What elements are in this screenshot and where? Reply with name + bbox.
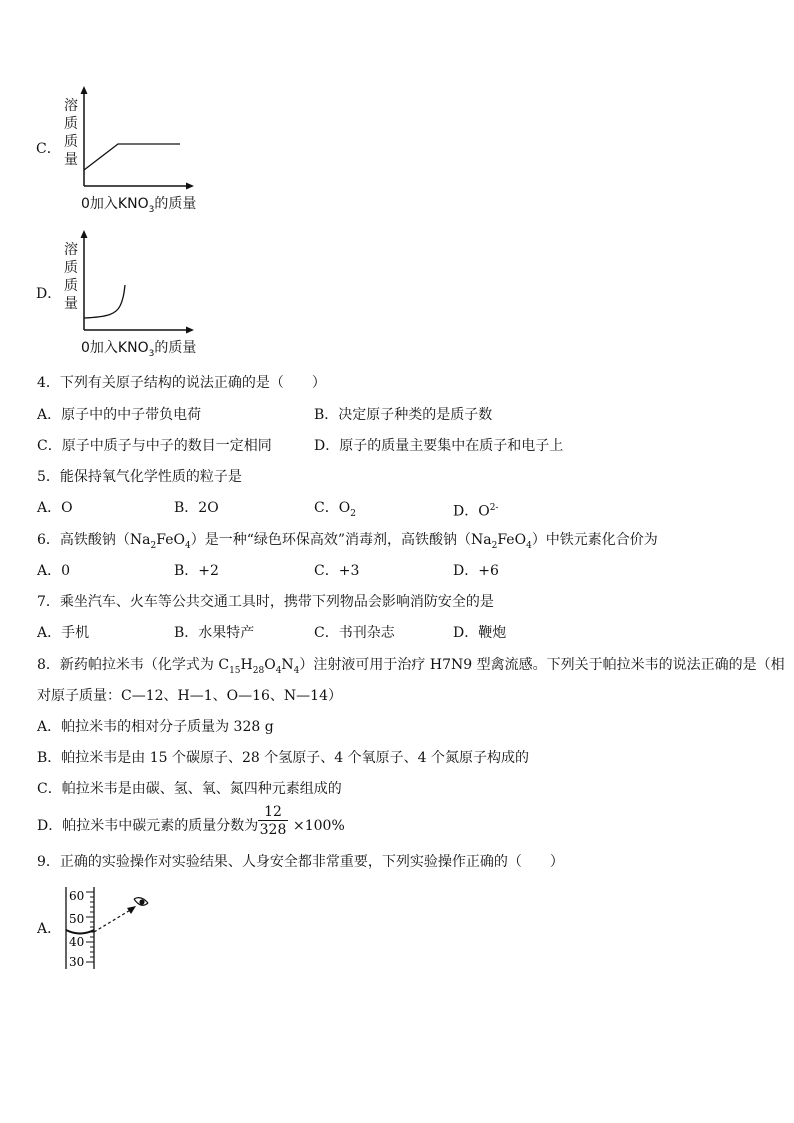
scale-ticks [86,892,94,962]
x-label-text: 加入KNO [89,196,149,212]
option-text: D．帕拉米韦中碳元素的质量分数为 [37,818,259,834]
q7-stem: 7．乘坐汽车、火车等公共交通工具时，携带下列物品会影响消防安全的是 [37,594,494,610]
stem-text: 8．新药帕拉米韦（化学式为 C [37,657,230,673]
q5-stem: 5．能保持氧气化学性质的粒子是 [37,469,242,485]
scale-label: 40 [69,935,85,949]
subscript: 4 [293,665,300,676]
graph-c-x-label [81,194,196,220]
q8-stem [37,655,785,681]
stem-text: 6．高铁酸钠（Na [37,532,151,548]
subscript: 28 [252,665,265,676]
origin-label: 0 [81,340,90,356]
eye-icon [134,898,148,906]
q6-option-c[interactable]: C．+3 [314,563,360,579]
subscript: 2 [350,508,356,519]
stem-text: N [281,657,294,673]
liquid-meniscus [66,930,94,934]
graph-c-plot [78,84,198,194]
y-label-char: 质 [64,260,78,276]
subscript: 4 [275,665,282,676]
q8-option-d[interactable] [37,816,258,836]
stem-text: ）注射液可用于治疗 H7N9 型禽流感。下列关于帕拉米韦的说法正确的是（相 [299,657,785,673]
q4-option-a[interactable]: A．原子中的中子带负电荷 [37,407,202,423]
graph-d-x-label [81,338,196,364]
x-label-text-post: 的质量 [154,340,197,356]
y-label-char: 溶 [64,98,78,114]
q9-option-a-label[interactable]: A． [37,921,62,937]
q8-option-c[interactable]: C．帕拉米韦是由碳、氢、氧、氮四种元素组成的 [37,781,342,797]
graduated-cylinder-figure [62,885,152,971]
subscript: 15 [229,665,241,676]
q8-stem-line2: 对原子质量：C—12、H—1、O—16、N—14） [37,688,342,704]
stem-text: FeO [497,532,527,548]
stem-text: FeO [156,532,185,548]
stem-text: ）是一种“绿色环保高效”消毒剂，高铁酸钠（Na [190,532,492,548]
fraction-denominator: 328 [259,822,287,838]
q7-option-d[interactable]: D．鞭炮 [453,625,507,641]
curve-c [84,144,180,170]
option-text: D．O [453,503,490,520]
fraction-numerator: 12 [258,804,288,821]
stem-text: H [240,657,253,673]
q6-option-d[interactable]: D．+6 [453,563,499,579]
q4-option-c[interactable]: C．原子中质子与中子的数目一定相同 [37,438,272,454]
q5-option-a[interactable]: A．O [37,500,73,516]
y-label-char: 质 [64,134,78,150]
q7-option-a[interactable]: A．手机 [37,625,90,641]
q7-option-b[interactable]: B．水果特产 [174,625,255,641]
x-label-text-post: 的质量 [154,196,197,212]
y-label-char: 量 [64,296,78,312]
y-label-char: 质 [64,116,78,132]
q5-option-d[interactable] [453,498,498,522]
scale-label: 30 [69,955,85,969]
y-label-char: 质 [64,278,78,294]
y-label-char: 溶 [64,242,78,258]
curve-d [84,285,125,318]
subscript: 4 [526,540,532,551]
q9-stem: 9．正确的实验操作对实验结果、人身安全都非常重要，下列实验操作正确的（ ） [37,854,564,870]
sight-line-arrow [127,906,136,914]
q5-option-c[interactable] [314,498,356,524]
stem-text: ）中铁元素化合价为 [531,532,658,548]
superscript: 2- [489,503,499,513]
origin-label: 0 [81,196,90,212]
option-c-label: C． [36,141,61,157]
q8-option-a[interactable]: A．帕拉米韦的相对分子质量为 328 g [37,719,274,735]
q7-option-c[interactable]: C．书刊杂志 [314,625,395,641]
q6-option-a[interactable]: A．0 [37,563,71,579]
y-label-char: 量 [64,152,78,168]
q8-option-b[interactable]: B．帕拉米韦是由 15 个碳原子、28 个氢原子、4 个氧原子、4 个氮原子构成的 [37,750,529,766]
q4-option-b[interactable]: B．决定原子种类的是质子数 [314,407,493,423]
x-label-sub: 3 [148,348,155,359]
q5-option-b[interactable]: B．2O [174,500,219,516]
x-label-sub: 3 [148,204,155,215]
x-axis-arrow [186,327,194,334]
subscript: 2 [491,540,498,551]
scale-label: 50 [69,912,85,926]
x-label-text: 加入KNO [89,340,149,356]
y-axis-arrow [81,230,88,238]
q6-option-b[interactable]: B．+2 [174,563,219,579]
x-axis-arrow [186,183,194,190]
q4-stem: 4．下列有关原子结构的说法正确的是（ ） [37,375,326,391]
stem-text: O [264,657,276,673]
subscript: 4 [184,540,191,551]
subscript: 2 [150,540,157,551]
q6-stem [37,530,658,556]
q8-option-d-suffix: ×100% [293,818,345,834]
q4-option-d[interactable]: D．原子的质量主要集中在质子和电子上 [314,438,564,454]
fraction [258,804,288,839]
scale-label: 60 [69,889,85,903]
option-d-label: D． [36,286,62,302]
sight-line [94,909,132,932]
y-axis-arrow [81,86,88,94]
graph-d-plot [78,228,198,338]
option-text: C．O [314,500,351,516]
